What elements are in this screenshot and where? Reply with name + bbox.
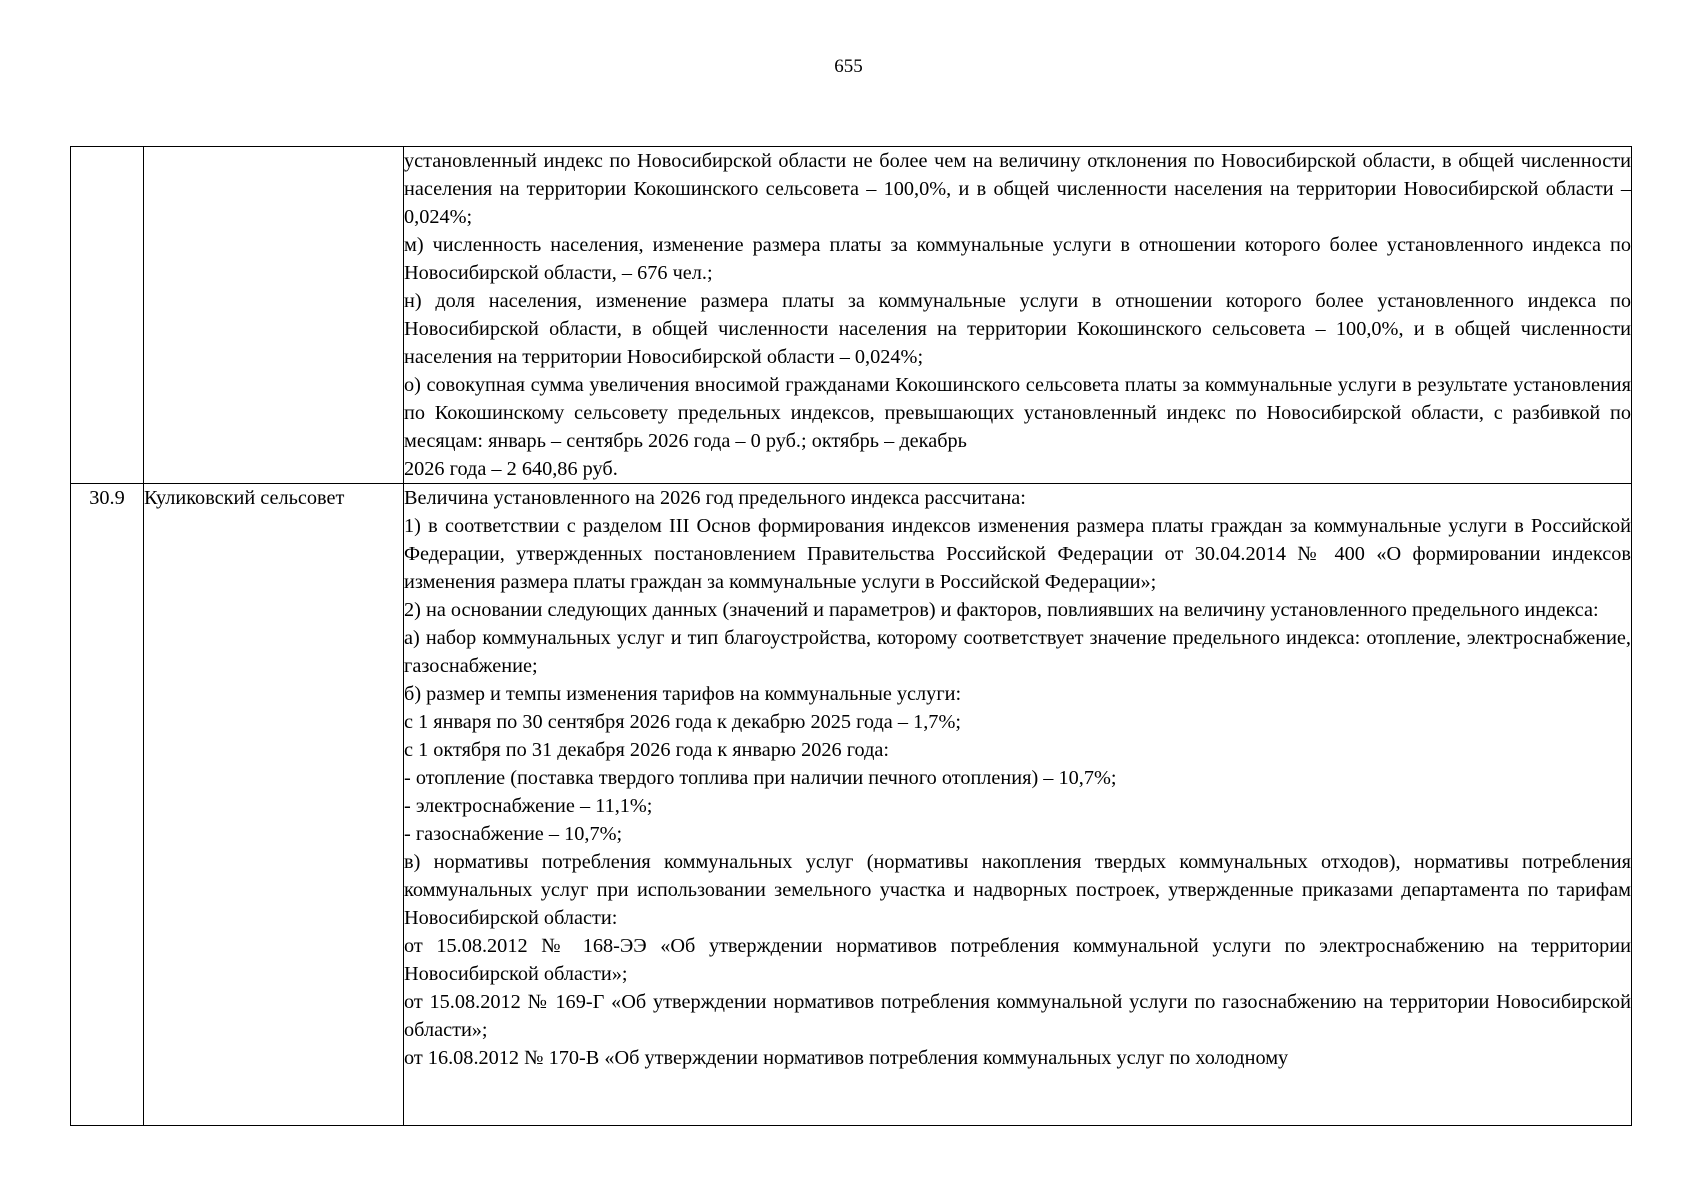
paragraph: 2) на основании следующих данных (значений и параметров) и факторов, повлиявших на величину установленного предельного индекса: bbox=[404, 599, 1599, 621]
paragraph: - газоснабжение – 10,7%; bbox=[404, 823, 623, 845]
paragraph: от 16.08.2012 № 170-В «Об утверждении нормативов потребления коммунальных услуг по холодному bbox=[404, 1047, 1289, 1069]
paragraph: установленный индекс по Новосибирской области не более чем на величину отклонения по Новосибирской области, в общей численности населения на территории Кокошинского сельсовета – 100,0%, и в общей численности населения на территории Новосибирской области – 0,024%; bbox=[404, 150, 1631, 228]
paragraph: Величина установленного на 2026 год предельного индекса рассчитана: bbox=[404, 487, 1026, 509]
paragraph: а) набор коммунальных услуг и тип благоустройства, которому соответствует значение предельного индекса: отопление, электроснабжение, газоснабжение; bbox=[404, 627, 1631, 677]
paragraph: 2026 года – 2 640,86 руб. bbox=[404, 458, 618, 480]
paragraph: от 15.08.2012 № 168-ЭЭ «Об утверждении нормативов потребления коммунальной услуги по электроснабжению на территории Новосибирской области»; bbox=[404, 935, 1631, 985]
paragraph: в) нормативы потребления коммунальных услуг (нормативы накопления твердых коммунальных отходов), нормативы потребления коммунальных услуг при использовании земельного участка и надворных построек, утвержденные приказами департамента по тарифам Новосибирской области: bbox=[404, 851, 1631, 929]
paragraph: о) совокупная сумма увеличения вносимой гражданами Кокошинского сельсовета платы за коммунальные услуги в результате установления по Кокошинскому сельсовету предельных индексов, превышающих установленный индекс по Новосибирской области, с разбивкой по месяцам: январь – сентябрь 2026 года – 0 руб.; октябрь – декабрь bbox=[404, 374, 1631, 452]
paragraph: от 15.08.2012 № 169-Г «Об утверждении нормативов потребления коммунальной услуги по газоснабжению на территории Новосибирской области»; bbox=[404, 991, 1631, 1041]
paragraph: б) размер и темпы изменения тарифов на коммунальные услуги: bbox=[404, 683, 962, 705]
table-row bbox=[71, 484, 1632, 1126]
paragraph: м) численность населения, изменение размера платы за коммунальные услуги в отношении которого более установленного индекса по Новосибирской области, – 676 чел.; bbox=[404, 234, 1631, 284]
table-row bbox=[71, 147, 1632, 484]
description-cell bbox=[404, 147, 1632, 484]
paragraph: 1) в соответствии с разделом III Основ формирования индексов изменения размера платы граждан за коммунальные услуги в Российской Федерации, утвержденных постановлением Правительства Российской Федерации от 30.04.2014 № 400 «О формировании индексов изменения размера платы граждан за коммунальные услуги в Российской Федерации»; bbox=[404, 515, 1631, 593]
description-cell bbox=[404, 484, 1632, 1126]
paragraph: с 1 октября по 31 декабря 2026 года к январю 2026 года: bbox=[404, 739, 890, 761]
page-number: 655 bbox=[834, 56, 863, 77]
row-number-cell bbox=[71, 147, 144, 484]
paragraph: - электроснабжение – 11,1%; bbox=[404, 795, 653, 817]
document-table bbox=[70, 146, 1632, 1126]
municipality-name-cell bbox=[144, 147, 404, 484]
municipality-name-cell: Куликовский сельсовет bbox=[144, 484, 404, 1126]
paragraph: с 1 января по 30 сентября 2026 года к декабрю 2025 года – 1,7%; bbox=[404, 711, 961, 733]
paragraph: - отопление (поставка твердого топлива при наличии печного отопления) – 10,7%; bbox=[404, 767, 1117, 789]
paragraph: н) доля населения, изменение размера платы за коммунальные услуги в отношении которого более установленного индекса по Новосибирской области, в общей численности населения на территории Кокошинского сельсовета – 100,0%, и в общей численности населения на территории Новосибирской области – 0,024%; bbox=[404, 290, 1631, 368]
row-number-cell: 30.9 bbox=[71, 484, 144, 1126]
